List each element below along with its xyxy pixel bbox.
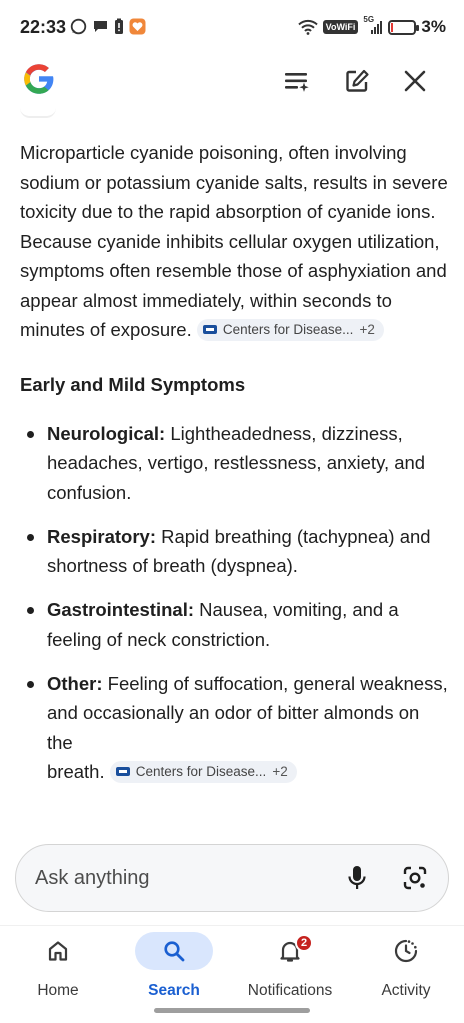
source-chip-label: Centers for Disease... xyxy=(135,763,267,779)
heart-app-icon xyxy=(129,18,146,35)
section-title: Early and Mild Symptoms xyxy=(20,373,246,395)
nav-notifications[interactable] xyxy=(232,932,348,1000)
symptom-item xyxy=(20,669,448,787)
chat-icon xyxy=(92,18,109,35)
activity-icon xyxy=(367,932,445,970)
status-time: 22:33 xyxy=(20,17,67,37)
symptom-text-end: breath. xyxy=(47,761,105,782)
cdc-logo-icon xyxy=(116,767,130,776)
status-bar xyxy=(0,0,464,56)
symptom-item xyxy=(20,595,448,654)
symptom-term: Neurological: xyxy=(47,422,166,444)
edit-icon[interactable] xyxy=(340,64,374,98)
search-icon xyxy=(135,932,213,970)
notification-icons xyxy=(70,18,146,35)
source-chip-more: +2 xyxy=(359,321,375,337)
vowifi-badge: VoWiFi xyxy=(323,20,359,34)
nav-home[interactable] xyxy=(0,932,116,1000)
network-type: 5G xyxy=(363,15,375,24)
symptom-list xyxy=(20,419,448,787)
nav-search-label: Search xyxy=(148,982,200,999)
ask-input[interactable] xyxy=(15,844,449,912)
symptom-term: Gastrointestinal: xyxy=(47,599,194,620)
cdc-logo-icon xyxy=(203,325,217,334)
battery-icon xyxy=(388,20,416,35)
symptom-text: Rapid breathing (tachypnea) and shortness of breath (dyspnea). xyxy=(47,525,431,576)
nav-activity-label: Activity xyxy=(381,982,431,999)
answer-intro-text: Microparticle cyanide poisoning, often involving sodium or potassium cyanide salts, results in severe toxicity due to the rapid absorption of cyanide ions. Because cyanide inhibits cellular oxygen utilization, symptoms often resemble those of asphyxiation and appear almost immediately, within seconds to minutes of exposure. xyxy=(20,142,448,340)
nav-notifications-label: Notifications xyxy=(247,982,333,999)
symptom-text: Nausea, vomiting, and a feeling of neck constriction. xyxy=(47,599,399,650)
notification-badge: 2 xyxy=(295,934,313,952)
battery-alert-icon xyxy=(114,18,124,35)
nav-home-label: Home xyxy=(37,982,79,999)
symptom-item xyxy=(20,522,448,581)
home-indicator[interactable] xyxy=(154,1008,310,1013)
symptom-text: Lightheadedness, dizziness, headaches, vertigo, restlessness, anxiety, and confusion. xyxy=(47,422,426,503)
symptom-item xyxy=(20,419,448,508)
source-chip[interactable] xyxy=(110,761,297,783)
google-lens-icon[interactable] xyxy=(400,863,430,893)
top-bar xyxy=(0,56,464,108)
home-icon xyxy=(19,932,97,970)
microphone-icon[interactable] xyxy=(342,863,372,893)
filter-sparkle-icon[interactable] xyxy=(280,64,314,98)
nav-search[interactable] xyxy=(116,932,232,1000)
system-status xyxy=(298,17,446,37)
ask-placeholder: Ask anything xyxy=(35,867,150,889)
source-chip-label: Centers for Disease... xyxy=(222,321,354,337)
whatsapp-icon xyxy=(70,18,87,35)
symptom-term: Other: xyxy=(47,672,103,694)
bell-icon xyxy=(251,932,329,970)
nav-activity[interactable] xyxy=(348,932,464,1000)
source-chip[interactable] xyxy=(197,319,384,341)
close-icon[interactable] xyxy=(398,64,432,98)
symptom-term: Respiratory: xyxy=(47,525,156,547)
symptom-text: Feeling of suffocation, general weakness, and occasionally an odor of bitter almonds on the xyxy=(47,672,448,753)
signal-icon xyxy=(363,15,383,35)
google-logo[interactable] xyxy=(20,60,58,98)
scroll-fade-divider xyxy=(20,108,56,118)
source-chip-more: +2 xyxy=(272,763,288,779)
wifi-icon xyxy=(298,19,318,35)
answer-intro xyxy=(20,138,448,345)
ai-answer xyxy=(20,138,448,801)
battery-percent: 3% xyxy=(421,17,446,36)
